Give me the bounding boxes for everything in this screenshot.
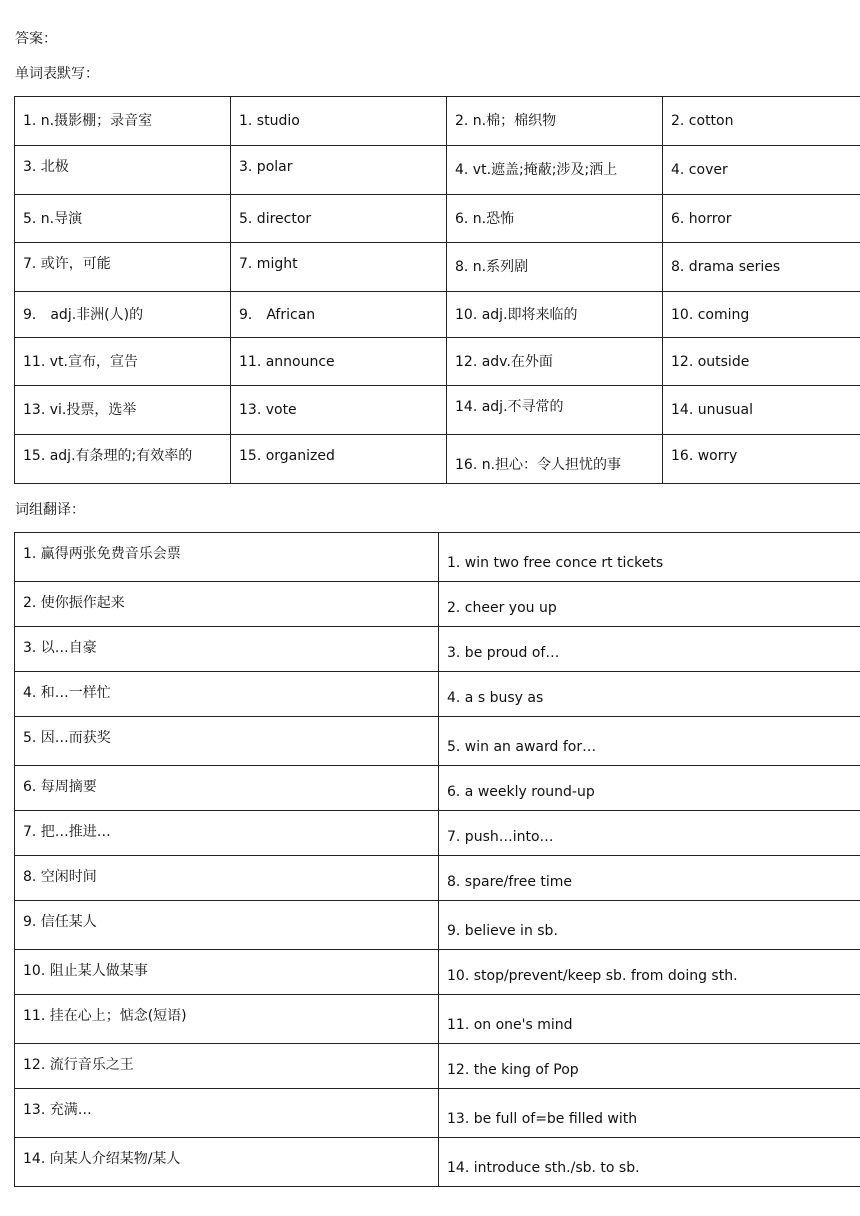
vocabulary-section-heading: 单词表默写：: [15, 66, 99, 82]
table-row: [15, 811, 860, 856]
answer-heading: 答案：: [15, 31, 57, 47]
table-cell: 7. might: [231, 243, 447, 292]
table-cell: 10. stop/prevent/keep sb. from doing sth.: [439, 950, 860, 995]
table-cell: 11. 挂在心上；惦念(短语): [15, 995, 439, 1044]
table-cell: 13. 充满…: [15, 1089, 439, 1138]
table-row: [15, 582, 860, 627]
table-cell: 3. be proud of…: [439, 627, 860, 672]
table-cell: 14. 向某人介绍某物/某人: [15, 1138, 439, 1187]
table-cell: 1. n.摄影棚；录音室: [15, 97, 231, 146]
table-cell: 5. win an award for…: [439, 717, 860, 766]
table-cell: 6. horror: [663, 195, 860, 243]
table-cell: 2. cotton: [663, 97, 860, 146]
table-cell: 14. introduce sth./sb. to sb.: [439, 1138, 860, 1187]
table-cell: 6. n.恐怖: [447, 195, 663, 243]
table-row: [15, 995, 860, 1044]
table-cell: 3. 北极: [15, 146, 231, 195]
table-row: [15, 435, 860, 484]
table-cell: 14. unusual: [663, 386, 860, 435]
table-row: [15, 1089, 860, 1138]
table-cell: 5. director: [231, 195, 447, 243]
table-cell: 8. n.系列剧: [447, 243, 663, 292]
table-cell: 4. vt.遮盖;掩蔽;涉及;洒上: [447, 146, 663, 195]
table-cell: 16. worry: [663, 435, 860, 484]
table-cell: 5. 因…而获奖: [15, 717, 439, 766]
table-cell: 9． African: [231, 292, 447, 338]
table-cell: 4. a s busy as: [439, 672, 860, 717]
table-row: [15, 292, 860, 338]
table-cell: 15. organized: [231, 435, 447, 484]
table-row: [15, 338, 860, 386]
table-row: [15, 627, 860, 672]
table-cell: 2. n.棉；棉织物: [447, 97, 663, 146]
table-cell: 5. n.导演: [15, 195, 231, 243]
table-row: [15, 856, 860, 901]
table-row: [15, 195, 860, 243]
table-cell: 13. be full of=be filled with: [439, 1089, 860, 1138]
table-row: [15, 672, 860, 717]
table-cell: 8. spare/free time: [439, 856, 860, 901]
table-cell: 1. win two free conce rt tickets: [439, 533, 860, 582]
table-row: [15, 386, 860, 435]
table-cell: 1. studio: [231, 97, 447, 146]
table-cell: 3. 以…自豪: [15, 627, 439, 672]
table-cell: 4. cover: [663, 146, 860, 195]
table-row: [15, 950, 860, 995]
table-cell: 7. 把…推进…: [15, 811, 439, 856]
phrase-section-heading: 词组翻译：: [15, 502, 85, 518]
table-cell: 7. push…into…: [439, 811, 860, 856]
table-row: [15, 97, 860, 146]
table-cell: 2. cheer you up: [439, 582, 860, 627]
table-cell: 11. on one's mind: [439, 995, 860, 1044]
phrase-table: [14, 532, 860, 1187]
table-cell: 7. 或许，可能: [15, 243, 231, 292]
table-cell: 9． adj.非洲(人)的: [15, 292, 231, 338]
table-cell: 9. 信任某人: [15, 901, 439, 950]
table-cell: 9. believe in sb.: [439, 901, 860, 950]
table-cell: 12. 流行音乐之王: [15, 1044, 439, 1089]
table-cell: 6. a weekly round-up: [439, 766, 860, 811]
table-cell: 12. the king of Pop: [439, 1044, 860, 1089]
table-row: [15, 533, 860, 582]
table-cell: 12. adv.在外面: [447, 338, 663, 386]
table-cell: 12. outside: [663, 338, 860, 386]
table-cell: 4. 和…一样忙: [15, 672, 439, 717]
table-cell: 16. n.担心：令人担忧的事: [447, 435, 663, 484]
table-cell: 8. 空闲时间: [15, 856, 439, 901]
table-cell: 8. drama series: [663, 243, 860, 292]
table-cell: 11. vt.宣布，宣告: [15, 338, 231, 386]
table-row: [15, 243, 860, 292]
table-cell: 2. 使你振作起来: [15, 582, 439, 627]
table-row: [15, 146, 860, 195]
table-cell: 6. 每周摘要: [15, 766, 439, 811]
table-row: [15, 717, 860, 766]
table-cell: 13. vi.投票，选举: [15, 386, 231, 435]
table-row: [15, 901, 860, 950]
table-cell: 11. announce: [231, 338, 447, 386]
table-row: [15, 766, 860, 811]
table-cell: 10. adj.即将来临的: [447, 292, 663, 338]
table-cell: 14. adj.不寻常的: [447, 386, 663, 435]
table-cell: 15. adj.有条理的;有效率的: [15, 435, 231, 484]
table-row: [15, 1138, 860, 1187]
table-cell: 10. coming: [663, 292, 860, 338]
vocabulary-table: [14, 96, 860, 484]
table-row: [15, 1044, 860, 1089]
table-cell: 3. polar: [231, 146, 447, 195]
table-cell: 10. 阻止某人做某事: [15, 950, 439, 995]
table-cell: 1. 赢得两张免费音乐会票: [15, 533, 439, 582]
table-cell: 13. vote: [231, 386, 447, 435]
